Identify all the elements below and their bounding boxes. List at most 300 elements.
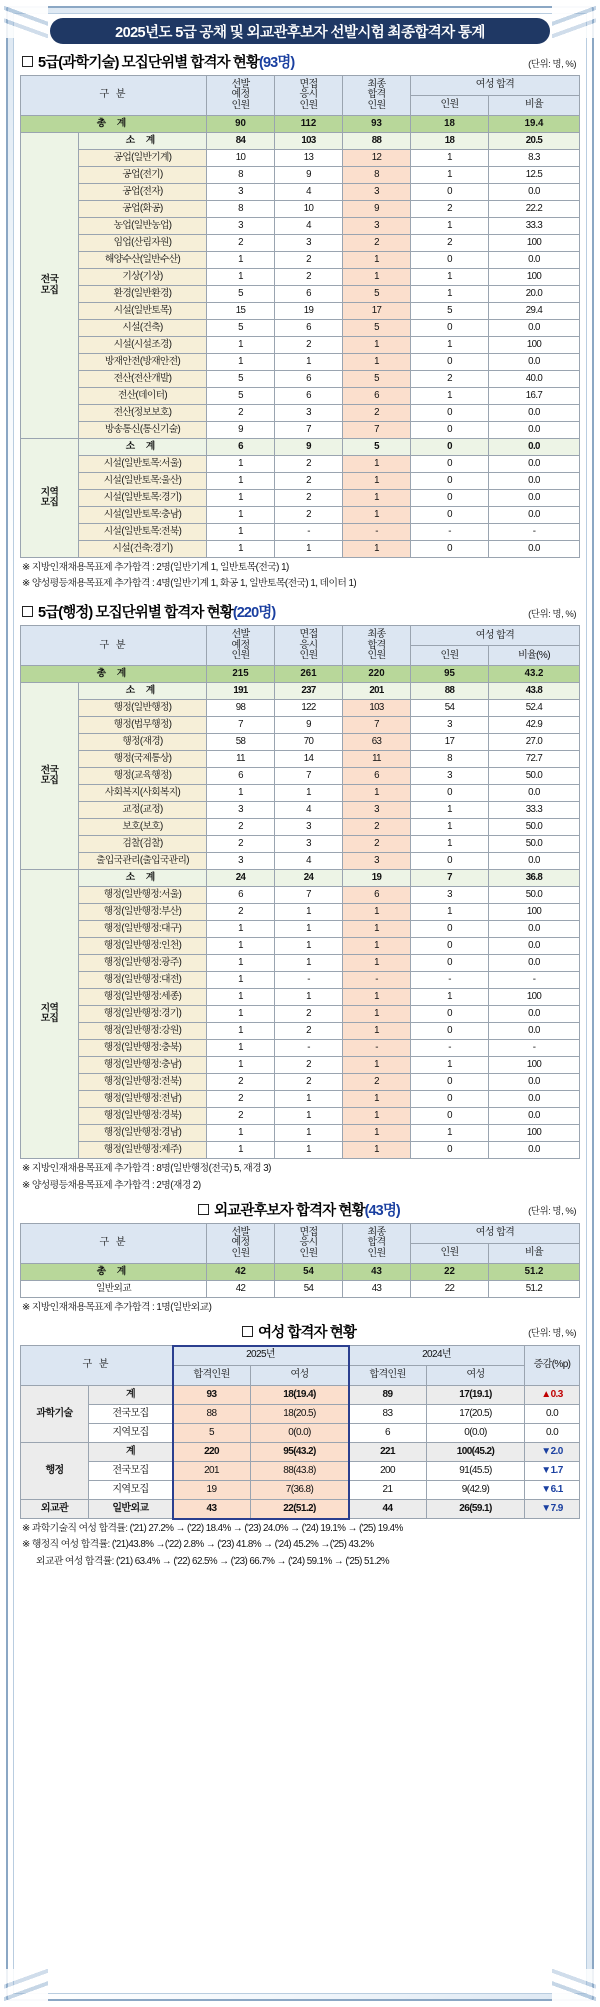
header-female-count: 인원 <box>411 96 489 116</box>
cell-female-count: - <box>411 524 489 541</box>
cell-female-ratio: 72.7 <box>489 751 580 768</box>
cell-female-count: 1 <box>411 218 489 235</box>
cell-interview: 9 <box>275 439 343 456</box>
cell-interview: 7 <box>275 422 343 439</box>
cell-female-count: 0 <box>411 507 489 524</box>
cell-female-count: 1 <box>411 1057 489 1074</box>
cell-total-label: 총 계 <box>21 666 207 683</box>
cell-final: 1 <box>343 541 411 558</box>
cell-planned: 8 <box>207 201 275 218</box>
table-row <box>21 887 580 904</box>
cell-final: 1 <box>343 337 411 354</box>
cell-female-ratio: 20.5 <box>489 133 580 150</box>
table-row <box>21 972 580 989</box>
cell-unit-label: 행정(일반행정) <box>79 700 207 717</box>
cell-2025-female: 0(0.0) <box>251 1424 349 1443</box>
cell-female-ratio: 12.5 <box>489 167 580 184</box>
cell-female-ratio: 0.0 <box>489 456 580 473</box>
cell-interview: 3 <box>275 405 343 422</box>
cell-unit-label: 행정(일반행정:서울) <box>79 887 207 904</box>
cell-planned: 1 <box>207 972 275 989</box>
cell-female-ratio: 100 <box>489 989 580 1006</box>
table-row <box>21 286 580 303</box>
table-row <box>21 819 580 836</box>
section-title-women: 여성 합격자 현황 <box>257 1325 356 1342</box>
cell-female-count: 88 <box>411 683 489 700</box>
cell-female-ratio: 43.2 <box>489 666 580 683</box>
cell-planned: 1 <box>207 989 275 1006</box>
cell-planned: 2 <box>207 819 275 836</box>
cell-female-count: 5 <box>411 303 489 320</box>
cell-unit-label: 행정(일반행정:세종) <box>79 989 207 1006</box>
cell-interview: 2 <box>275 1074 343 1091</box>
table-diplomat-recruitment <box>20 1223 580 1298</box>
note-admin-1: ※ 양성평등채용목표제 추가합격 : 2명(재경 2) <box>22 1179 201 1191</box>
cell-planned: 1 <box>207 1040 275 1057</box>
header-planned: 선발 예정 인원 <box>207 76 275 116</box>
note-science-0: ※ 지방인재채용목표제 추가합격 : 2명(일반기계 1, 일반토목(전국) 1) <box>22 562 289 573</box>
cell-planned: 90 <box>207 116 275 133</box>
cell-female-ratio: 52.4 <box>489 700 580 717</box>
cell-2024-female: 0(0.0) <box>427 1424 525 1443</box>
cell-unit-label: 시설(일반토목:경기) <box>79 490 207 507</box>
cell-female-ratio: 0.0 <box>489 184 580 201</box>
cell-female-count: 0 <box>411 490 489 507</box>
table-row <box>21 388 580 405</box>
cell-final: 1 <box>343 252 411 269</box>
note-women-0: ※ 과학기술직 여성 합격률: ('21) 27.2% → ('22) 18.4% → ('23) 24.0% → ('24) 19.1% → ('25) 19.4% <box>22 1523 403 1535</box>
table-row <box>21 751 580 768</box>
cell-2024-pass: 83 <box>349 1405 427 1424</box>
table-row <box>21 507 580 524</box>
cell-interview: 2 <box>275 490 343 507</box>
cell-final: 1 <box>343 1023 411 1040</box>
cell-planned: 3 <box>207 802 275 819</box>
cell-2025-female: 95(43.2) <box>251 1443 349 1462</box>
table-row-subtotal <box>21 683 580 700</box>
cell-female-count: 8 <box>411 751 489 768</box>
cell-final: 3 <box>343 218 411 235</box>
header-2024-pass: 합격인원 <box>349 1366 427 1386</box>
cell-final: 1 <box>343 490 411 507</box>
cell-female-count: 1 <box>411 989 489 1006</box>
cell-final: 5 <box>343 286 411 303</box>
cell-final: 11 <box>343 751 411 768</box>
cell-unit-label: 보호(보호) <box>79 819 207 836</box>
cell-final: 1 <box>343 1108 411 1125</box>
cell-female-count: 0 <box>411 422 489 439</box>
cell-interview: 2 <box>275 269 343 286</box>
cell-2025-pass: 201 <box>173 1462 251 1481</box>
cell-female-count: 54 <box>411 700 489 717</box>
cell-female-count: 1 <box>411 388 489 405</box>
table-row <box>21 717 580 734</box>
cell-interview: 6 <box>275 320 343 337</box>
cell-group-label: 지역 모집 <box>21 439 79 558</box>
table-row <box>21 1125 580 1142</box>
cell-final: 6 <box>343 768 411 785</box>
cell-interview: 10 <box>275 201 343 218</box>
cell-2024-pass: 221 <box>349 1443 427 1462</box>
cell-planned: 11 <box>207 751 275 768</box>
cell-final: 8 <box>343 167 411 184</box>
table-row <box>21 337 580 354</box>
section-header-women <box>20 1321 580 1342</box>
cell-interview: 6 <box>275 371 343 388</box>
cell-scope-label: 지역모집 <box>89 1481 173 1500</box>
table-row <box>21 354 580 371</box>
cell-final: 9 <box>343 201 411 218</box>
table-row-subtotal <box>21 870 580 887</box>
cell-female-ratio: 22.2 <box>489 201 580 218</box>
cell-2024-female: 100(45.2) <box>427 1443 525 1462</box>
checkbox-icon <box>22 56 33 67</box>
cell-planned: 1 <box>207 269 275 286</box>
cell-group-label: 지역 모집 <box>21 870 79 1159</box>
note-admin-0: ※ 지방인재채용목표제 추가합격 : 8명(일반행정(전국) 5, 재경 3) <box>22 1163 271 1175</box>
cell-final: 1 <box>343 938 411 955</box>
cell-unit-label: 행정(일반행정:인천) <box>79 938 207 955</box>
table-row <box>21 405 580 422</box>
cell-planned: 1 <box>207 524 275 541</box>
cell-female-ratio: 0.0 <box>489 473 580 490</box>
table-row <box>21 167 580 184</box>
header-gubun: 구 분 <box>21 1223 207 1263</box>
cell-female-count: 0 <box>411 785 489 802</box>
cell-female-ratio: - <box>489 972 580 989</box>
table-row <box>21 422 580 439</box>
header-female-count: 인원 <box>411 1243 489 1263</box>
header-planned: 선발 예정 인원 <box>207 1223 275 1263</box>
cell-planned: 8 <box>207 167 275 184</box>
header-gubun: 구 분 <box>21 76 207 116</box>
cell-female-ratio: 50.0 <box>489 887 580 904</box>
cell-interview: 2 <box>275 507 343 524</box>
cell-female-ratio: 0.0 <box>489 955 580 972</box>
cell-unit-label: 행정(일반행정:경북) <box>79 1108 207 1125</box>
cell-female-ratio: 0.0 <box>489 1006 580 1023</box>
header-gubun: 구 분 <box>21 1346 173 1386</box>
note-diplomat-0: ※ 지방인재채용목표제 추가합격 : 1명(일반외교) <box>22 1301 212 1313</box>
cell-female-ratio: 0.0 <box>489 1108 580 1125</box>
header-female-group: 여성 합격 <box>411 626 580 646</box>
cell-unit-label: 임업(산림자원) <box>79 235 207 252</box>
cell-planned: 5 <box>207 371 275 388</box>
cell-female-ratio: 51.2 <box>489 1280 580 1297</box>
cell-female-count: 1 <box>411 150 489 167</box>
cell-interview: 122 <box>275 700 343 717</box>
cell-interview: 4 <box>275 853 343 870</box>
cell-female-ratio: 50.0 <box>489 819 580 836</box>
cell-female-count: 22 <box>411 1280 489 1297</box>
cell-delta: ▼1.7 <box>525 1462 580 1481</box>
cell-planned: 7 <box>207 717 275 734</box>
cell-final: 93 <box>343 116 411 133</box>
cell-planned: 1 <box>207 354 275 371</box>
cell-female-ratio: 40.0 <box>489 371 580 388</box>
cell-interview: 3 <box>275 819 343 836</box>
cell-female-ratio: - <box>489 524 580 541</box>
cell-female-count: 0 <box>411 320 489 337</box>
cell-female-count: 0 <box>411 853 489 870</box>
cell-2025-female: 18(19.4) <box>251 1386 349 1405</box>
cell-interview: 1 <box>275 1108 343 1125</box>
table-row <box>21 1108 580 1125</box>
section-header-admin <box>20 601 580 622</box>
section-title-science: 5급(과학기술) 모집단위별 합격자 현황(93명) <box>38 55 295 71</box>
cell-female-ratio: 20.0 <box>489 286 580 303</box>
cell-planned: 2 <box>207 235 275 252</box>
cell-unit-label: 기상(기상) <box>79 269 207 286</box>
cell-female-ratio: 0.0 <box>489 507 580 524</box>
cell-unit-label: 시설(일반토목:충남) <box>79 507 207 524</box>
header-delta: 증감(%p) <box>525 1346 580 1386</box>
cell-female-count: 1 <box>411 802 489 819</box>
table-row <box>21 269 580 286</box>
table-row-subtotal <box>21 133 580 150</box>
cell-final: 1 <box>343 989 411 1006</box>
cell-unit-label: 공업(전자) <box>79 184 207 201</box>
cell-2024-pass: 200 <box>349 1462 427 1481</box>
cell-planned: 215 <box>207 666 275 683</box>
cell-subtotal-label: 소 계 <box>79 133 207 150</box>
table-row <box>21 700 580 717</box>
header-2025-pass: 합격인원 <box>173 1366 251 1386</box>
cell-interview: 1 <box>275 989 343 1006</box>
cell-female-count: 0 <box>411 1023 489 1040</box>
cell-female-count: 2 <box>411 235 489 252</box>
header-year-2025: 2025년 <box>173 1346 349 1366</box>
cell-female-ratio: 100 <box>489 1057 580 1074</box>
cell-final: 1 <box>343 473 411 490</box>
cell-planned: 1 <box>207 490 275 507</box>
table-row <box>21 184 580 201</box>
cell-female-ratio: 50.0 <box>489 768 580 785</box>
cell-unit-label: 공업(전기) <box>79 167 207 184</box>
cell-planned: 1 <box>207 1125 275 1142</box>
cell-unit-label: 행정(일반행정:충북) <box>79 1040 207 1057</box>
cell-final: 1 <box>343 1091 411 1108</box>
cell-interview: 112 <box>275 116 343 133</box>
cell-final: 3 <box>343 853 411 870</box>
cell-female-ratio: 0.0 <box>489 1023 580 1040</box>
cell-planned: 1 <box>207 541 275 558</box>
cell-planned: 3 <box>207 184 275 201</box>
cell-planned: 2 <box>207 1091 275 1108</box>
cell-female-count: 1 <box>411 269 489 286</box>
cell-unit-label: 환경(일반환경) <box>79 286 207 303</box>
cell-scope-label: 전국모집 <box>89 1405 173 1424</box>
table-row <box>21 473 580 490</box>
cell-2024-pass: 44 <box>349 1500 427 1519</box>
cell-interview: 54 <box>275 1263 343 1280</box>
cell-female-ratio: 100 <box>489 235 580 252</box>
cell-final: 1 <box>343 456 411 473</box>
cell-unit-label: 시설(일반토목:울산) <box>79 473 207 490</box>
cell-interview: 9 <box>275 717 343 734</box>
table-row <box>21 541 580 558</box>
cell-female-ratio: 50.0 <box>489 836 580 853</box>
cell-female-ratio: - <box>489 1040 580 1057</box>
cell-female-count: 0 <box>411 1006 489 1023</box>
cell-subtotal-label: 소 계 <box>79 683 207 700</box>
section-title-diplomat: 외교관후보자 합격자 현황(43명) <box>214 1202 400 1219</box>
cell-female-ratio: 0.0 <box>489 422 580 439</box>
header-interview: 면접 응시 인원 <box>275 1223 343 1263</box>
cell-interview: 6 <box>275 388 343 405</box>
cell-interview: 2 <box>275 456 343 473</box>
cell-female-ratio: 16.7 <box>489 388 580 405</box>
cell-final: 5 <box>343 320 411 337</box>
cell-unit-label: 행정(법무행정) <box>79 717 207 734</box>
cell-delta: 0.0 <box>525 1405 580 1424</box>
cell-2025-pass: 5 <box>173 1424 251 1443</box>
cell-unit-label: 행정(일반행정:제주) <box>79 1142 207 1159</box>
cell-planned: 2 <box>207 836 275 853</box>
table-row <box>21 1481 580 1500</box>
cell-female-count: 0 <box>411 938 489 955</box>
cell-interview: 1 <box>275 354 343 371</box>
table-row <box>21 252 580 269</box>
cell-unit-label: 행정(교육행정) <box>79 768 207 785</box>
cell-planned: 84 <box>207 133 275 150</box>
cell-2025-pass: 88 <box>173 1405 251 1424</box>
cell-unit-label: 행정(국제통상) <box>79 751 207 768</box>
cell-planned: 10 <box>207 150 275 167</box>
cell-planned: 2 <box>207 1074 275 1091</box>
cell-female-count: 0 <box>411 184 489 201</box>
cell-planned: 1 <box>207 337 275 354</box>
cell-female-count: 0 <box>411 1074 489 1091</box>
cell-female-ratio: 33.3 <box>489 218 580 235</box>
cell-female-ratio: 0.0 <box>489 1091 580 1108</box>
cell-interview: 14 <box>275 751 343 768</box>
cell-planned: 5 <box>207 286 275 303</box>
cell-final: 1 <box>343 1142 411 1159</box>
cell-total-label: 총 계 <box>21 1263 207 1280</box>
cell-interview: 1 <box>275 938 343 955</box>
cell-2025-pass: 19 <box>173 1481 251 1500</box>
cell-female-count: 1 <box>411 167 489 184</box>
cell-female-count: 1 <box>411 286 489 303</box>
cell-interview: 4 <box>275 218 343 235</box>
cell-female-count: 2 <box>411 201 489 218</box>
cell-scope-label: 일반외교 <box>89 1500 173 1519</box>
cell-2024-female: 91(45.5) <box>427 1462 525 1481</box>
cell-scope-label: 계 <box>89 1443 173 1462</box>
cell-female-count: - <box>411 1040 489 1057</box>
cell-final: 1 <box>343 904 411 921</box>
cell-female-count: 3 <box>411 887 489 904</box>
cell-planned: 1 <box>207 955 275 972</box>
cell-unit-label: 해양수산(일반수산) <box>79 252 207 269</box>
cell-final: 1 <box>343 269 411 286</box>
header-final: 최종 합격 인원 <box>343 76 411 116</box>
cell-final: 2 <box>343 819 411 836</box>
cell-female-ratio: 0.0 <box>489 354 580 371</box>
cell-planned: 191 <box>207 683 275 700</box>
unit-label: (단위: 명, %) <box>528 1328 576 1340</box>
cell-2025-female: 7(36.8) <box>251 1481 349 1500</box>
cell-final: 5 <box>343 371 411 388</box>
table-admin-recruitment <box>20 625 580 1159</box>
table-row-total <box>21 116 580 133</box>
cell-planned: 2 <box>207 405 275 422</box>
cell-planned: 5 <box>207 388 275 405</box>
cell-interview: 2 <box>275 473 343 490</box>
cell-delta: 0.0 <box>525 1424 580 1443</box>
header-year-2024: 2024년 <box>349 1346 525 1366</box>
note-women-1: ※ 행정직 여성 합격률: ('21)43.8% →('22) 2.8% → ('23) 41.8% → ('24) 45.2% →('25) 43.2% <box>22 1539 374 1551</box>
cell-planned: 1 <box>207 1006 275 1023</box>
cell-final: 3 <box>343 802 411 819</box>
cell-unit-label: 시설(일반토목:전북) <box>79 524 207 541</box>
cell-female-ratio: 27.0 <box>489 734 580 751</box>
table-science-body <box>21 116 580 558</box>
cell-female-ratio: 0.0 <box>489 541 580 558</box>
header-2024-female: 여성 <box>427 1366 525 1386</box>
cell-interview: 6 <box>275 286 343 303</box>
cell-planned: 98 <box>207 700 275 717</box>
cell-final: 6 <box>343 388 411 405</box>
cell-female-count: 17 <box>411 734 489 751</box>
cell-female-ratio: 43.8 <box>489 683 580 700</box>
document-title-banner: 2025년도 5급 공채 및 외교관후보자 선발시험 최종합격자 통계 <box>50 18 550 44</box>
table-row <box>21 1424 580 1443</box>
cell-subtotal-label: 소 계 <box>79 870 207 887</box>
cell-final: 7 <box>343 422 411 439</box>
cell-female-count: 2 <box>411 371 489 388</box>
unit-label: (단위: 명, %) <box>528 1205 576 1217</box>
cell-interview: 13 <box>275 150 343 167</box>
header-female-ratio: 비율(%) <box>489 646 580 666</box>
cell-female-count: 3 <box>411 717 489 734</box>
cell-planned: 5 <box>207 320 275 337</box>
table-row <box>21 1142 580 1159</box>
cell-female-count: 0 <box>411 473 489 490</box>
cell-unit-label: 방송통신(통신기술) <box>79 422 207 439</box>
document-content <box>20 18 580 1568</box>
cell-planned: 1 <box>207 507 275 524</box>
table-row-subtotal <box>21 439 580 456</box>
cell-interview: 1 <box>275 1142 343 1159</box>
cell-female-ratio: 29.4 <box>489 303 580 320</box>
cell-female-ratio: 33.3 <box>489 802 580 819</box>
cell-interview: 1 <box>275 785 343 802</box>
cell-final: 2 <box>343 836 411 853</box>
table-row <box>21 1280 580 1297</box>
cell-2025-female: 22(51.2) <box>251 1500 349 1519</box>
section-header-science <box>20 51 580 72</box>
table-row <box>21 1386 580 1405</box>
cell-final: 2 <box>343 235 411 252</box>
cell-unit-label: 전산(정보보호) <box>79 405 207 422</box>
cell-unit-label: 방재안전(방재안전) <box>79 354 207 371</box>
cell-planned: 58 <box>207 734 275 751</box>
cell-2024-female: 17(20.5) <box>427 1405 525 1424</box>
cell-interview: 19 <box>275 303 343 320</box>
cell-unit-label: 교정(교정) <box>79 802 207 819</box>
cell-interview: 4 <box>275 802 343 819</box>
cell-unit-label: 행정(일반행정:충남) <box>79 1057 207 1074</box>
cell-planned: 6 <box>207 768 275 785</box>
table-row <box>21 955 580 972</box>
cell-interview: 2 <box>275 1057 343 1074</box>
section-title-admin: 5급(행정) 모집단위별 합격자 현황(220명) <box>38 605 276 622</box>
cell-delta: ▲0.3 <box>525 1386 580 1405</box>
cell-2024-pass: 6 <box>349 1424 427 1443</box>
table-row <box>21 490 580 507</box>
